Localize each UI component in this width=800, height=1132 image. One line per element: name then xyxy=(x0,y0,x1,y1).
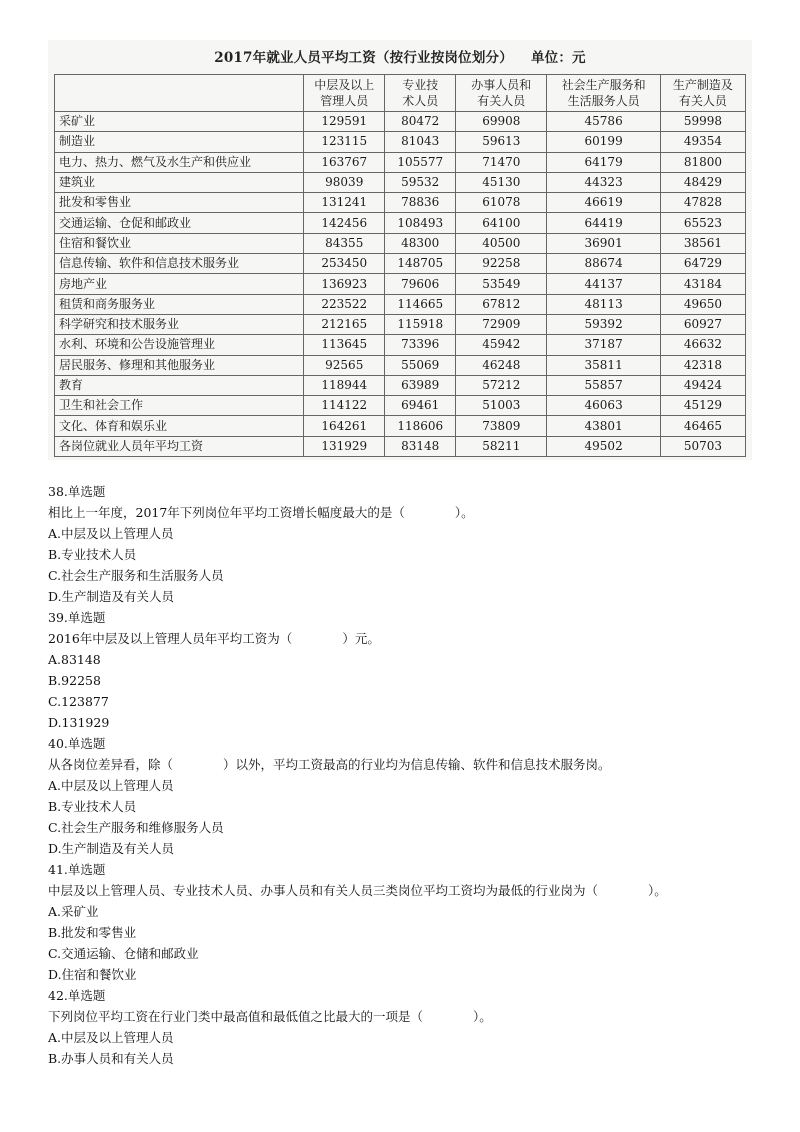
industry-cell: 制造业 xyxy=(55,132,304,152)
table-row xyxy=(55,314,746,334)
table-row xyxy=(55,436,746,456)
answer-option[interactable]: A.采矿业 xyxy=(48,904,99,919)
table-row xyxy=(55,396,746,416)
table-row xyxy=(55,375,746,395)
wage-cell: 46465 xyxy=(660,416,745,436)
wage-cell: 118944 xyxy=(304,375,385,395)
industry-cell: 租赁和商务服务业 xyxy=(55,294,304,314)
wage-cell: 84355 xyxy=(304,233,385,253)
industry-cell: 文化、体育和娱乐业 xyxy=(55,416,304,436)
table-row xyxy=(55,274,746,294)
wage-cell: 44137 xyxy=(547,274,660,294)
wage-cell: 46619 xyxy=(547,193,660,213)
wage-cell: 58211 xyxy=(456,436,547,456)
industry-cell: 各岗位就业人员年平均工资 xyxy=(55,436,304,456)
wage-cell: 35811 xyxy=(547,355,660,375)
wage-cell: 46632 xyxy=(660,335,745,355)
wage-cell: 48300 xyxy=(385,233,456,253)
wage-cell: 142456 xyxy=(304,213,385,233)
wage-cell: 65523 xyxy=(660,213,745,233)
table-title-text: 2017年就业人员平均工资（按行业按岗位划分） xyxy=(214,50,513,66)
table-row xyxy=(55,355,746,375)
wage-cell: 73396 xyxy=(385,335,456,355)
table-row xyxy=(55,416,746,436)
wage-cell: 98039 xyxy=(304,172,385,192)
column-header-line: 专业技 xyxy=(402,78,439,92)
wage-cell: 69461 xyxy=(385,396,456,416)
answer-option[interactable]: C.社会生产服务和生活服务人员 xyxy=(48,568,224,583)
wage-cell: 212165 xyxy=(304,314,385,334)
wage-cell: 113645 xyxy=(304,335,385,355)
industry-cell: 电力、热力、燃气及水生产和供应业 xyxy=(55,152,304,172)
wage-cell: 45942 xyxy=(456,335,547,355)
wage-cell: 36901 xyxy=(547,233,660,253)
industry-cell: 信息传输、软件和信息技术服务业 xyxy=(55,254,304,274)
answer-option[interactable]: B.92258 xyxy=(48,673,101,688)
table-row xyxy=(55,213,746,233)
wage-cell: 114122 xyxy=(304,396,385,416)
wage-cell: 51003 xyxy=(456,396,547,416)
wage-cell: 67812 xyxy=(456,294,547,314)
question-stem: 相比上一年度，2017年下列岗位年平均工资增长幅度最大的是（ ）。 xyxy=(48,505,474,520)
industry-cell: 教育 xyxy=(55,375,304,395)
answer-option[interactable]: B.办事人员和有关人员 xyxy=(48,1051,174,1066)
wage-cell: 40500 xyxy=(456,233,547,253)
wage-cell: 88674 xyxy=(547,254,660,274)
answer-option[interactable]: D.131929 xyxy=(48,715,110,730)
wage-cell: 45130 xyxy=(456,172,547,192)
wage-cell: 114665 xyxy=(385,294,456,314)
wage-cell: 80472 xyxy=(385,112,456,132)
question-stem: 从各岗位差异看，除（ ）以外，平均工资最高的行业均为信息传输、软件和信息技术服务岗。 xyxy=(48,757,611,772)
column-header xyxy=(660,75,745,112)
question-block xyxy=(48,859,768,985)
column-header-line: 生产制造及 xyxy=(672,78,733,92)
column-header-line: 管理人员 xyxy=(320,94,369,108)
wage-cell: 131929 xyxy=(304,436,385,456)
question-number: 40.单选题 xyxy=(48,736,106,751)
wage-cell: 108493 xyxy=(385,213,456,233)
wage-cell: 48429 xyxy=(660,172,745,192)
wage-cell: 59613 xyxy=(456,132,547,152)
wage-cell: 47828 xyxy=(660,193,745,213)
wage-cell: 38561 xyxy=(660,233,745,253)
answer-option[interactable]: C.交通运输、仓储和邮政业 xyxy=(48,946,199,961)
industry-cell: 水利、环境和公告设施管理业 xyxy=(55,335,304,355)
wage-cell: 43184 xyxy=(660,274,745,294)
wage-cell: 61078 xyxy=(456,193,547,213)
industry-cell: 建筑业 xyxy=(55,172,304,192)
wage-cell: 83148 xyxy=(385,436,456,456)
wage-cell: 72909 xyxy=(456,314,547,334)
wage-cell: 45786 xyxy=(547,112,660,132)
table-row xyxy=(55,172,746,192)
industry-cell: 房地产业 xyxy=(55,274,304,294)
table-unit: 单位：元 xyxy=(530,50,586,66)
column-header-line: 术人员 xyxy=(402,94,439,108)
wage-cell: 60199 xyxy=(547,132,660,152)
wage-cell: 148705 xyxy=(385,254,456,274)
wage-cell: 45129 xyxy=(660,396,745,416)
wage-cell: 50703 xyxy=(660,436,745,456)
wage-cell: 60927 xyxy=(660,314,745,334)
table-row xyxy=(55,152,746,172)
industry-cell: 住宿和餐饮业 xyxy=(55,233,304,253)
industry-cell: 批发和零售业 xyxy=(55,193,304,213)
wage-cell: 59532 xyxy=(385,172,456,192)
wage-cell: 81043 xyxy=(385,132,456,152)
wage-cell: 71470 xyxy=(456,152,547,172)
column-header-line: 办事人员和 xyxy=(471,78,532,92)
answer-option[interactable]: D.住宿和餐饮业 xyxy=(48,967,137,982)
column-header-line: 社会生产服务和 xyxy=(561,78,646,92)
wage-cell: 163767 xyxy=(304,152,385,172)
answer-option[interactable]: C.123877 xyxy=(48,694,109,709)
wage-cell: 44323 xyxy=(547,172,660,192)
wage-cell: 48113 xyxy=(547,294,660,314)
wage-cell: 46248 xyxy=(456,355,547,375)
wage-cell: 92565 xyxy=(304,355,385,375)
question-stem: 中层及以上管理人员、专业技术人员、办事人员和有关人员三类岗位平均工资均为最低的行业岗为（ ）。 xyxy=(48,883,667,898)
question-number: 39.单选题 xyxy=(48,610,106,625)
column-header-line: 有关人员 xyxy=(477,94,526,108)
wage-cell: 123115 xyxy=(304,132,385,152)
table-title xyxy=(48,46,752,66)
column-header xyxy=(55,75,304,112)
table-body xyxy=(55,112,746,457)
table-row xyxy=(55,335,746,355)
wage-cell: 129591 xyxy=(304,112,385,132)
wage-cell: 59998 xyxy=(660,112,745,132)
table-row xyxy=(55,294,746,314)
answer-option[interactable]: A.中层及以上管理人员 xyxy=(48,778,174,793)
industry-cell: 科学研究和技术服务业 xyxy=(55,314,304,334)
wage-cell: 64419 xyxy=(547,213,660,233)
question-block xyxy=(48,607,768,733)
wage-cell: 92258 xyxy=(456,254,547,274)
wage-cell: 115918 xyxy=(385,314,456,334)
column-header xyxy=(547,75,660,112)
wage-cell: 37187 xyxy=(547,335,660,355)
wage-cell: 64729 xyxy=(660,254,745,274)
question-number: 41.单选题 xyxy=(48,862,106,877)
question-stem: 下列岗位平均工资在行业门类中最高值和最低值之比最大的一项是（ ）。 xyxy=(48,1009,492,1024)
industry-cell: 卫生和社会工作 xyxy=(55,396,304,416)
wage-cell: 49650 xyxy=(660,294,745,314)
answer-option[interactable]: C.社会生产服务和维修服务人员 xyxy=(48,820,224,835)
column-header xyxy=(456,75,547,112)
wage-cell: 42318 xyxy=(660,355,745,375)
wage-cell: 63989 xyxy=(385,375,456,395)
wage-cell: 79606 xyxy=(385,274,456,294)
question-stem: 2016年中层及以上管理人员年平均工资为（ ）元。 xyxy=(48,631,380,646)
wage-cell: 43801 xyxy=(547,416,660,436)
column-header-line: 中层及以上 xyxy=(314,78,375,92)
wage-cell: 64179 xyxy=(547,152,660,172)
answer-option[interactable]: D.生产制造及有关人员 xyxy=(48,841,175,856)
wage-cell: 46063 xyxy=(547,396,660,416)
wage-cell: 69908 xyxy=(456,112,547,132)
question-list xyxy=(48,481,768,1069)
wage-cell: 49354 xyxy=(660,132,745,152)
answer-option[interactable]: A.83148 xyxy=(48,652,101,667)
table-header xyxy=(55,75,746,112)
question-number: 38.单选题 xyxy=(48,484,106,499)
wage-table-image xyxy=(48,40,752,460)
header-row xyxy=(55,75,746,112)
wage-cell: 131241 xyxy=(304,193,385,213)
industry-cell: 采矿业 xyxy=(55,112,304,132)
wage-table xyxy=(54,74,746,457)
industry-cell: 交通运输、仓促和邮政业 xyxy=(55,213,304,233)
column-header-line: 有关人员 xyxy=(678,94,727,108)
answer-option[interactable]: B.专业技术人员 xyxy=(48,547,137,562)
answer-option[interactable]: D.生产制造及有关人员 xyxy=(48,589,175,604)
wage-cell: 59392 xyxy=(547,314,660,334)
column-header xyxy=(385,75,456,112)
question-block xyxy=(48,733,768,859)
wage-cell: 118606 xyxy=(385,416,456,436)
wage-cell: 78836 xyxy=(385,193,456,213)
question-block xyxy=(48,985,768,1069)
column-header xyxy=(304,75,385,112)
wage-cell: 73809 xyxy=(456,416,547,436)
table-row xyxy=(55,233,746,253)
wage-cell: 57212 xyxy=(456,375,547,395)
wage-cell: 53549 xyxy=(456,274,547,294)
industry-cell: 居民服务、修理和其他服务业 xyxy=(55,355,304,375)
wage-cell: 49502 xyxy=(547,436,660,456)
table-row xyxy=(55,112,746,132)
wage-cell: 64100 xyxy=(456,213,547,233)
wage-cell: 55857 xyxy=(547,375,660,395)
answer-option[interactable]: A.中层及以上管理人员 xyxy=(48,1030,174,1045)
wage-cell: 55069 xyxy=(385,355,456,375)
wage-cell: 81800 xyxy=(660,152,745,172)
question-block xyxy=(48,481,768,607)
answer-option[interactable]: B.批发和零售业 xyxy=(48,925,137,940)
wage-cell: 223522 xyxy=(304,294,385,314)
question-number: 42.单选题 xyxy=(48,988,106,1003)
table-row xyxy=(55,193,746,213)
wage-cell: 105577 xyxy=(385,152,456,172)
column-header-line: 生活服务人员 xyxy=(567,94,640,108)
wage-cell: 136923 xyxy=(304,274,385,294)
answer-option[interactable]: A.中层及以上管理人员 xyxy=(48,526,174,541)
table-row xyxy=(55,254,746,274)
table-row xyxy=(55,132,746,152)
wage-cell: 49424 xyxy=(660,375,745,395)
wage-cell: 164261 xyxy=(304,416,385,436)
answer-option[interactable]: B.专业技术人员 xyxy=(48,799,137,814)
wage-cell: 253450 xyxy=(304,254,385,274)
